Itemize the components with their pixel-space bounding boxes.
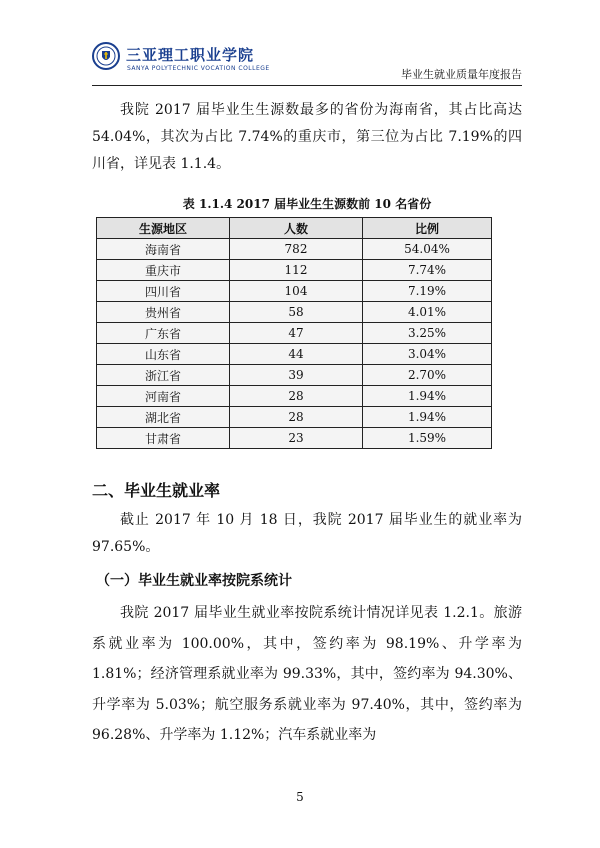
cell-region: 四川省 [97,281,230,302]
cell-ratio: 3.04% [363,344,492,365]
table-row [97,281,492,302]
cell-ratio: 1.94% [363,386,492,407]
cell-ratio: 3.25% [363,323,492,344]
cell-region: 海南省 [97,239,230,260]
table-row [97,323,492,344]
province-table [96,217,492,449]
section-heading-employment-rate: 二、毕业生就业率 [92,481,221,500]
cell-count: 782 [230,239,363,260]
paragraph-by-department: 我院 2017 届毕业生就业率按院系统计情况详见表 1.2.1。旅游系就业率为 100.00%，其中，签约率为 98.19%、升学率为 1.81%；经济管理系就业率为 99.33%，其中，签约率为 94.30%、升学率为 5.03%；航空服务系就业率为 97.40%，其中，签约率为 96.28%、升学率为 1.12%；汽车系就业率为 [92,605,522,743]
school-name-cn: 三亚理工职业学院 [126,46,255,64]
header-divider [92,85,522,86]
cell-region: 湖北省 [97,407,230,428]
cell-count: 23 [230,428,363,449]
cell-ratio: 1.94% [363,407,492,428]
cell-region: 山东省 [97,344,230,365]
table-row [97,386,492,407]
cell-ratio: 2.70% [363,365,492,386]
page-header [92,40,522,88]
page-number: 5 [296,790,304,804]
paragraph-source-provinces: 我院 2017 届毕业生生源数最多的省份为海南省，其占比高达 54.04%，其次为占比 7.74%的重庆市，第三位为占比 7.19%的四川省，详见表 1.1.4。 [92,102,522,172]
cell-count: 58 [230,302,363,323]
cell-region: 浙江省 [97,365,230,386]
table-row [97,365,492,386]
cell-ratio: 7.19% [363,281,492,302]
cell-region: 贵州省 [97,302,230,323]
cell-count: 112 [230,260,363,281]
table-row [97,407,492,428]
cell-region: 甘肃省 [97,428,230,449]
table-row [97,260,492,281]
table-row [97,428,492,449]
table-row [97,239,492,260]
header-ratio: 比例 [363,218,492,239]
school-name-en: SANYA POLYTECHNIC VOCATION COLLEGE [127,65,270,72]
report-title: 毕业生就业质量年度报告 [401,68,522,81]
cell-ratio: 4.01% [363,302,492,323]
cell-ratio: 7.74% [363,260,492,281]
cell-count: 28 [230,407,363,428]
subsection-heading-by-department: （一）毕业生就业率按院系统计 [96,573,292,589]
table-row [97,302,492,323]
cell-region: 河南省 [97,386,230,407]
cell-ratio: 54.04% [363,239,492,260]
cell-count: 104 [230,281,363,302]
cell-ratio: 1.59% [363,428,492,449]
table-row [97,344,492,365]
cell-count: 47 [230,323,363,344]
cell-count: 28 [230,386,363,407]
cell-region: 广东省 [97,323,230,344]
header-region: 生源地区 [97,218,230,239]
table-header-row [97,218,492,239]
cell-count: 44 [230,344,363,365]
paragraph-employment-rate: 截止 2017 年 10 月 18 日，我院 2017 届毕业生的就业率为 97.65%。 [92,512,522,555]
header-count: 人数 [230,218,363,239]
cell-region: 重庆市 [97,260,230,281]
cell-count: 39 [230,365,363,386]
school-emblem-icon [92,42,120,70]
table-caption: 表 1.1.4 2017 届毕业生生源数前 10 名省份 [182,197,432,211]
